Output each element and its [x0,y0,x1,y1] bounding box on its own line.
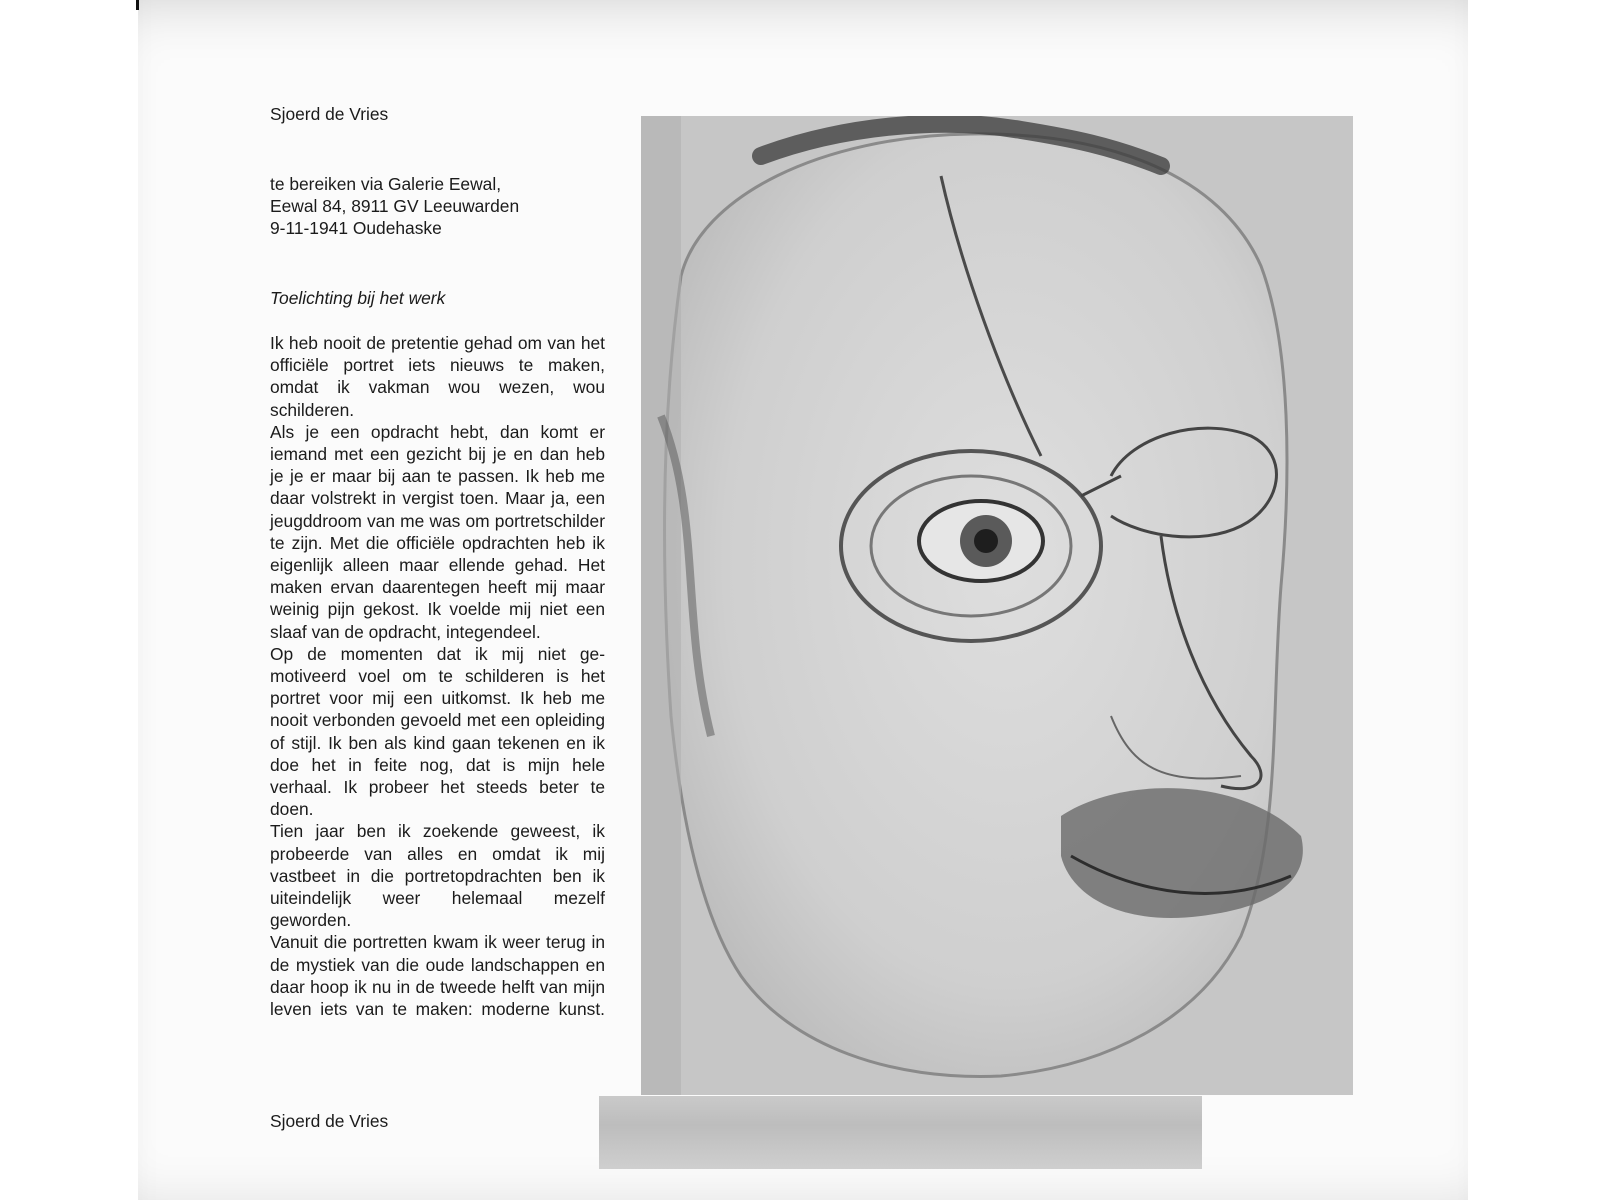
address-line: 9-11-1941 Oudehaske [270,218,442,239]
scan-edge-mark [136,0,139,10]
address-line: Eewal 84, 8911 GV Leeuwarden [270,196,520,217]
section-title: Toelichting bij het werk [270,288,446,308]
statement-body [270,332,605,1020]
portrait-image [641,116,1353,1095]
portrait-drawing [641,116,1353,1095]
paragraph: Ik heb nooit de pretentie gehad om van het officiële portret iets nieuws te maken, omdat ik vakman wou wezen, wou schilderen. [270,333,605,420]
address-line: te bereiken via Galerie Eewal, [270,174,502,194]
paragraph: Tien jaar ben ik zoekende geweest, ik probeerde van alles en omdat ik mij vastbeet in die portretopdrachten ben ik uiteindelijk weer helemaal mezelf geworden. [270,821,605,931]
adhesive-tape [599,1096,1202,1169]
paragraph: Op de momenten dat ik mij niet gemotiveerd voel om te schilderen is het portret voor mij een uitkomst. Ik heb me nooit verbonden gevoeld met een opleiding of stijl. Ik ben als kind gaan tekenen en ik doe het in feite nog, dat is mijn hele verhaal. Ik probeer het steeds beter te doen. [270,643,605,820]
contact-address [270,173,605,240]
paragraph: Vanuit die portretten kwam ik weer terug in de mystiek van die oude landschappen en daar hoop ik nu in de tweede helft van mijn leven iets van te maken: moderne kunst. [270,932,605,1020]
signature: Sjoerd de Vries [270,1111,389,1131]
artist-name: Sjoerd de Vries [270,104,389,124]
paragraph: Als je een opdracht hebt, dan komt er iemand met een gezicht bij je en dan heb je je er maar bij aan te passen. Ik heb me daar volstrekt in vergist toen. Maar ja, een jeugddroom van me was om portretschilder te zijn. Met die officiële opdrachten heb ik eigenlijk alleen maar ellende gehad. Het maken ervan daarentegen heeft mij maar weinig pijn gekost. Ik voelde mij niet een slaaf van de opdracht, integendeel. [270,421,605,642]
